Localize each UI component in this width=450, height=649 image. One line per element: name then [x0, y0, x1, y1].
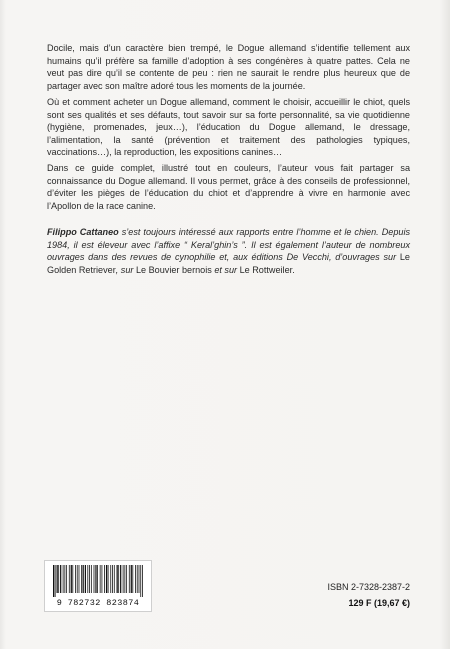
- barcode-bar: [132, 565, 133, 593]
- barcode-bar: [77, 565, 78, 593]
- barcode-bar: [114, 565, 115, 593]
- barcode-bar: [69, 565, 70, 593]
- author-bio-sep-1: , sur: [115, 264, 136, 275]
- barcode-bar: [124, 565, 125, 593]
- barcode-bars: [53, 565, 143, 597]
- barcode-bar: [66, 565, 67, 593]
- book-title-golden-retriever: Le Golden Retriever: [47, 252, 410, 275]
- price: 129 F (19,67 €): [348, 598, 410, 608]
- barcode-bar: [64, 565, 65, 593]
- barcode-bar: [63, 565, 64, 593]
- author-bio-text: s’est toujours intéressé aux rapports entre l’homme et le chien. Depuis 1984, il est éleveur avec l’affixe “ Keral’ghin’s ”. Il est également l’auteur de nombreux ouvrages dans des revues de cynophilie et, aux éditions De Vecchi, d’ouvrages sur: [47, 227, 411, 263]
- barcode-bar: [85, 565, 86, 593]
- description-paragraph-2: Où et comment acheter un Dogue allemand, comment le choisir, accueillir le chiot, quels sont ses qualités et ses défauts, tout savoir sur sa forte personnalité, sa vie quotidienne (hygiène, promenades, jeux…), l’éducation du Dogue allemand, le dressage, l’alimentation, la santé (prévention et traitement des pathologies typiques, vaccinations…), la reproduction, les expositions canines…: [47, 97, 410, 158]
- description-paragraph-1: Docile, mais d’un caractère bien trempé, le Dogue allemand s’identifie tellement aux humains qu’il préfère sa famille d’adoption à ses congénères à quatre pattes. Cela ne veut pas dire qu’il se contente de peu : rien ne saurait le rendre plus heureux que de partager avec son maître adoré tous les moments de la journée.: [47, 43, 410, 91]
- description-paragraph-3: Dans ce guide complet, illustré tout en couleurs, l’auteur vous fait partager sa connaissance du Dogue allemand. Il vous permet, grâce à des conseils de professionnel, d’éviter les pièges de l’éducation du chiot et d’apprendre à vivre en harmonie avec l’Apollon de la race canine.: [47, 163, 410, 211]
- barcode-bar: [57, 565, 58, 593]
- isbn: ISBN 2-7328-2387-2: [327, 582, 410, 592]
- barcode-bar: [79, 565, 80, 593]
- barcode-bar: [87, 565, 88, 593]
- barcode-bar: [58, 565, 59, 593]
- barcode-bar: [126, 565, 127, 593]
- barcode-bar: [100, 565, 101, 593]
- barcode-bar: [142, 565, 143, 597]
- author-bio: [47, 226, 410, 276]
- barcode-bar: [104, 565, 105, 593]
- barcode-bar: [131, 565, 132, 593]
- barcode: [44, 560, 152, 612]
- barcode-bar: [140, 565, 141, 597]
- barcode-bar: [106, 565, 107, 593]
- barcode-bar: [97, 565, 98, 593]
- author-name: Filippo Cattaneo: [47, 227, 119, 237]
- author-bio-sep-2: et sur: [211, 264, 240, 275]
- barcode-bar: [81, 565, 82, 593]
- barcode-bar: [83, 565, 84, 593]
- barcode-bar: [55, 565, 56, 597]
- book-title-bouvier-bernois: Le Bouvier bernois: [135, 264, 212, 275]
- book-title-rottweiler: Le Rottweiler: [239, 264, 293, 275]
- barcode-bar: [117, 565, 118, 593]
- barcode-bar: [139, 565, 140, 593]
- barcode-digits: 9 782732 823874: [56, 598, 140, 608]
- author-bio-end: .: [292, 264, 296, 275]
- barcode-bar: [129, 565, 130, 593]
- barcode-bar: [137, 565, 138, 593]
- barcode-bar: [75, 565, 76, 593]
- barcode-bar: [94, 565, 95, 593]
- barcode-bar: [91, 565, 92, 593]
- barcode-bar: [60, 565, 61, 593]
- barcode-bar: [118, 565, 119, 593]
- barcode-bar: [72, 565, 73, 593]
- barcode-bar: [123, 565, 124, 593]
- barcode-bar: [135, 565, 136, 593]
- barcode-bar: [102, 565, 103, 593]
- barcode-bar: [89, 565, 90, 593]
- barcode-bar: [95, 565, 96, 593]
- barcode-bar: [110, 565, 111, 593]
- barcode-bar: [71, 565, 72, 593]
- barcode-bar: [112, 565, 113, 593]
- barcode-bar: [53, 565, 54, 597]
- barcode-bar: [108, 565, 109, 593]
- barcode-bar: [120, 565, 121, 593]
